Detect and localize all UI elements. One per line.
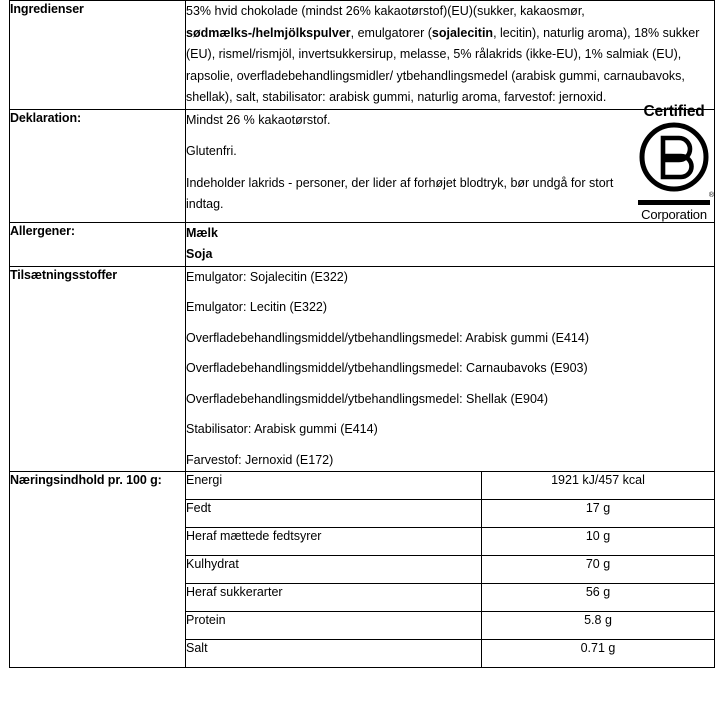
nutrition-value-cell xyxy=(186,472,715,668)
b-corp-corporation-text: Corporation xyxy=(641,206,707,222)
ingredient-segment: 53% hvid chokolade (mindst 26% kakaotørstof)(EU)(sukker, kakaosmør, xyxy=(186,4,585,18)
b-corporation-logo xyxy=(628,103,720,222)
additive-item: Overfladebehandlingsmiddel/ytbehandlingsmedel: Shellak (E904) xyxy=(186,391,549,406)
declaration-wrapper xyxy=(186,102,714,222)
declaration-label: Deklaration: xyxy=(10,109,186,222)
declaration-lines xyxy=(186,110,628,216)
additive-item: Emulgator: Lecitin (E322) xyxy=(186,300,328,314)
additive-item: Farvestof: Jernoxid (E172) xyxy=(186,452,334,467)
nutrition-row xyxy=(186,528,714,556)
allergens-list xyxy=(186,223,714,266)
additives-list xyxy=(186,267,714,472)
nutrition-name: Salt xyxy=(186,640,482,668)
nutrition-value: 70 g xyxy=(482,556,715,584)
b-corp-divider-bar xyxy=(638,200,710,205)
nutrition-row xyxy=(186,640,714,668)
product-specification-table xyxy=(9,0,715,668)
ingredient-segment: , lecitin), naturlig aroma), 18% sukker (EU), rismel/rismjöl, invertsukkersirup, melasse, 5% rålakrids (ikke-EU), 1% salmiak (EU), rapsolie, overfladebehandlingsmidler/ ytbehandlingsmedel (arabisk gummi, carnaubavoks, shellak), salt, stabilisator: arabisk gummi, naturlig aroma, farvestof: jernoxid. xyxy=(186,25,700,104)
nutrition-value: 17 g xyxy=(482,500,715,528)
additive-item: Emulgator: Sojalecitin (E322) xyxy=(186,269,348,284)
nutrition-value: 5.8 g xyxy=(482,612,715,640)
nutrition-row xyxy=(186,584,714,612)
allergen-item: Soja xyxy=(186,247,213,261)
ingredient-segment: , emulgatorer ( xyxy=(350,25,432,40)
ingredient-emphasis: sødmælks-/helmjölkspulver xyxy=(186,25,351,40)
nutrition-name: Energi xyxy=(186,472,482,500)
nutrition-row xyxy=(186,472,714,500)
table-row-ingredients xyxy=(10,1,715,110)
nutrition-name: Heraf sukkerarter xyxy=(186,584,482,612)
nutrition-row xyxy=(186,612,714,640)
additive-item: Stabilisator: Arabisk gummi (E414) xyxy=(186,422,378,436)
table-row-allergens xyxy=(10,222,715,266)
additives-label: Tilsætningsstoffer xyxy=(10,266,186,472)
ingredient-emphasis: sojalecitin xyxy=(431,25,494,40)
declaration-line: Indeholder lakrids - personer, der lider af forhøjet blodtryk, bør undgå for stort indtag. xyxy=(186,175,614,211)
table-row-declaration xyxy=(10,109,715,222)
declaration-line: Glutenfri. xyxy=(186,144,237,158)
allergen-item: Mælk xyxy=(186,225,218,240)
nutrition-row xyxy=(186,556,714,584)
ingredients-label: Ingredienser xyxy=(10,1,186,110)
nutrition-value: 10 g xyxy=(482,528,715,556)
nutrition-value: 1921 kJ/457 kcal xyxy=(482,472,715,500)
table-row-nutrition xyxy=(10,472,715,668)
allergens-label: Allergener: xyxy=(10,222,186,266)
declaration-line: Mindst 26 % kakaotørstof. xyxy=(186,112,331,127)
nutrition-label: Næringsindhold pr. 100 g: xyxy=(10,472,186,668)
allergens-value xyxy=(186,222,715,266)
nutrition-name: Kulhydrat xyxy=(186,556,482,584)
ingredients-value xyxy=(186,1,715,110)
nutrition-value: 0.71 g xyxy=(482,640,715,668)
nutrition-table xyxy=(186,472,714,667)
additive-item: Overfladebehandlingsmiddel/ytbehandlingsmedel: Arabisk gummi (E414) xyxy=(186,330,590,345)
nutrition-table-body xyxy=(186,472,714,667)
nutrition-name: Fedt xyxy=(186,500,482,528)
nutrition-row xyxy=(186,500,714,528)
nutrition-name: Heraf mættede fedtsyrer xyxy=(186,528,482,556)
additives-value xyxy=(186,266,715,472)
nutrition-name: Protein xyxy=(186,612,482,640)
ingredients-text xyxy=(186,1,714,109)
b-corp-registered-mark: ® xyxy=(708,191,714,199)
table-row-additives xyxy=(10,266,715,472)
declaration-value xyxy=(186,102,715,222)
nutrition-value: 56 g xyxy=(482,584,715,612)
b-corp-circle-b-icon xyxy=(638,121,710,193)
b-corp-certified-text: Certified xyxy=(643,102,705,120)
additive-item: Overfladebehandlingsmiddel/ytbehandlingsmedel: Carnaubavoks (E903) xyxy=(186,361,588,375)
